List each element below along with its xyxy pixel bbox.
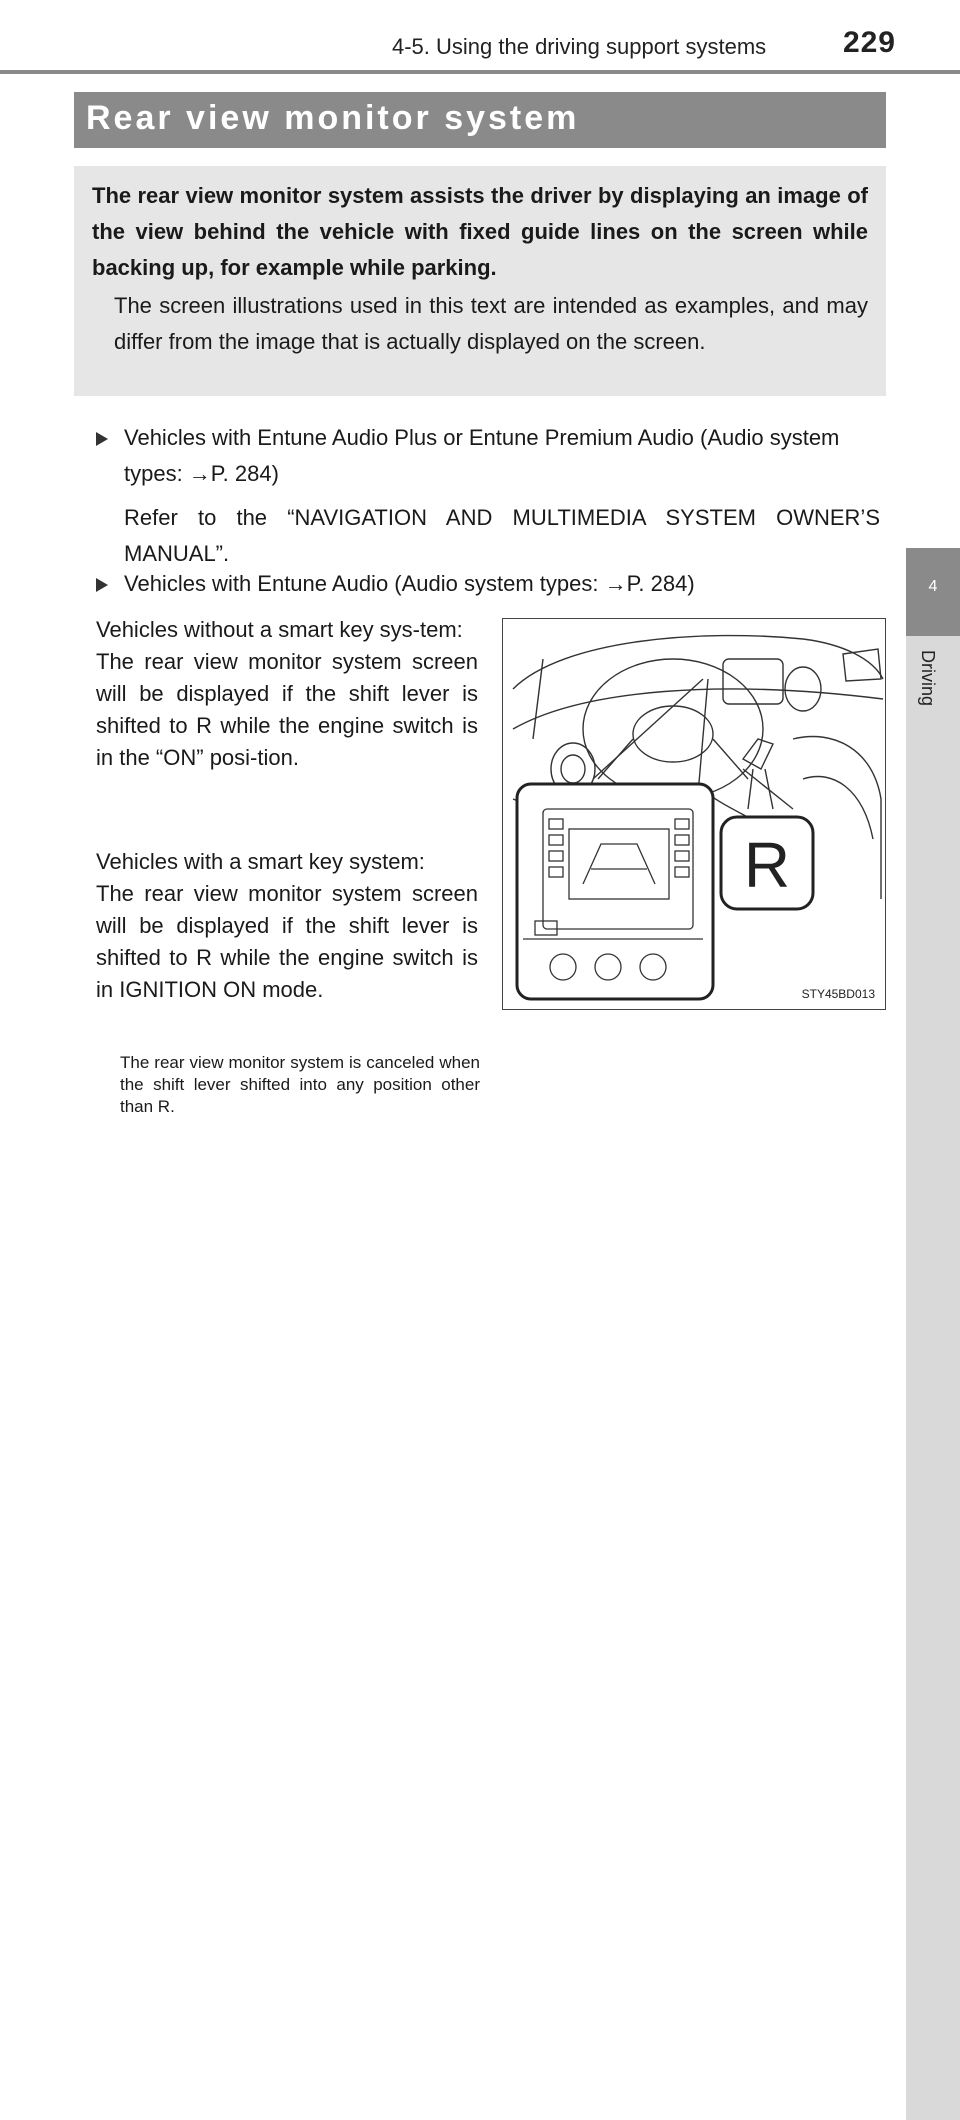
bullet-text: Vehicles with Entune Audio (Audio system types: →P. 284): [124, 571, 695, 596]
chapter-tab[interactable]: [906, 548, 960, 636]
chapter-title: Driving: [918, 650, 938, 707]
bullet-arrow-icon: [96, 432, 108, 446]
header-section: 4-5. Using the driving support systems: [392, 34, 767, 59]
gear-position-label: R: [743, 829, 791, 901]
bullet-entune-plus: [96, 420, 880, 572]
figure-code: STY45BD013: [801, 987, 875, 1001]
page-number: 229: [842, 26, 896, 59]
bullet-text: Vehicles with Entune Audio Plus or Entune Premium Audio (Audio system types: →P. 284): [124, 425, 840, 486]
body-no-smart-key: Vehicles without a smart key sys-tem: The rear view monitor system screen will be displayed if the shift lever is shifted to R while the engine switch is in the “ON” posi-tion.: [96, 617, 478, 770]
title-bar: [74, 92, 886, 148]
page-title: Rear view monitor system: [86, 99, 580, 137]
dashboard-drawing: [503, 619, 887, 1011]
body-smart-key: Vehicles with a smart key system: The rear view monitor system screen will be displayed if the shift lever is shifted to R while the engine switch is in IGNITION ON mode.: [96, 849, 478, 1002]
dashboard-illustration: [502, 618, 886, 1010]
intro-note: The screen illustrations used in this text are intended as examples, and may differ from the image that is actually displayed on the screen.: [114, 293, 868, 354]
intro-box: [74, 166, 886, 396]
bullet-entune: [96, 566, 880, 602]
chapter-number: 4: [928, 578, 938, 595]
intro-lead: The rear view monitor system assists the driver by displaying an image of the view behind the vehicle with fixed guide lines on the screen while backing up, for example while parking.: [92, 183, 868, 280]
header-rule: [0, 70, 960, 74]
bullet-detail: Refer to the “NAVIGATION AND MULTIMEDIA SYSTEM OWNER’S MANUAL”.: [124, 505, 880, 566]
cancel-note: The rear view monitor system is canceled when the shift lever shifted into any position other than R.: [120, 1053, 480, 1116]
side-strip: [906, 636, 960, 2120]
bullet-arrow-icon: [96, 578, 108, 592]
